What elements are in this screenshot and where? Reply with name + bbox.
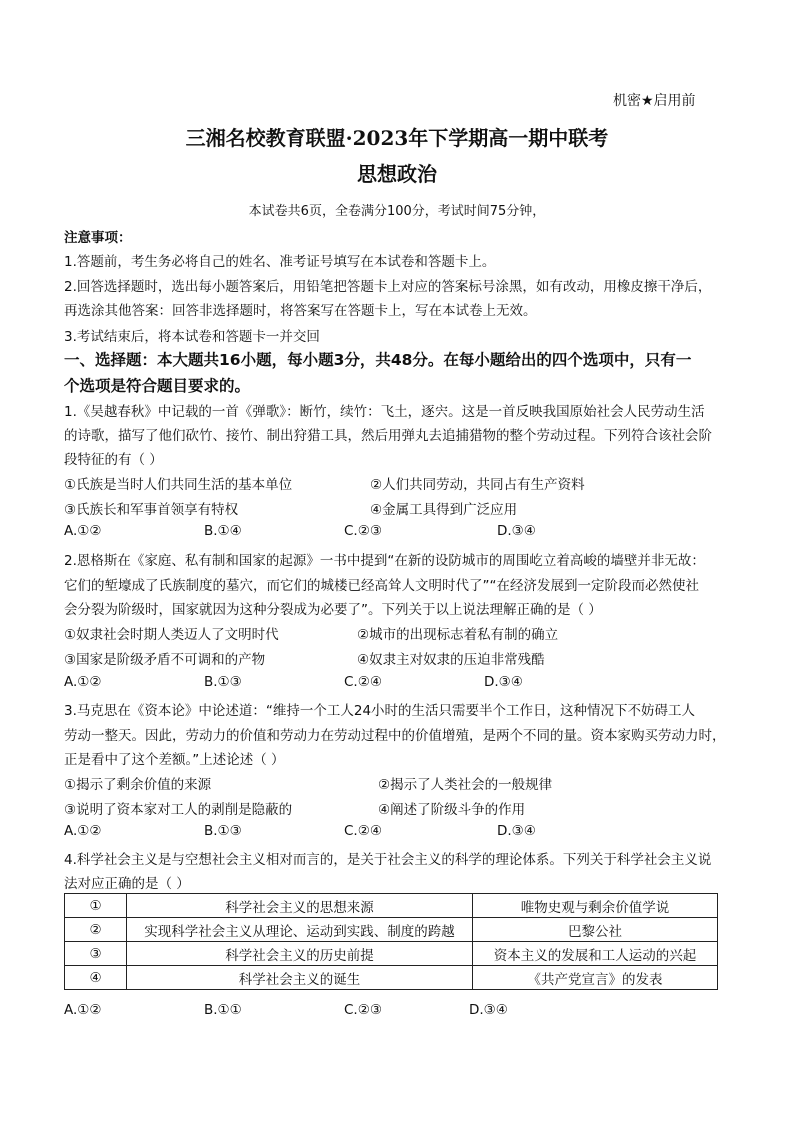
q3-stem-line-2: 劳动一整天。因此，劳动力的价值和劳动力在劳动过程中的价值增殖，是两个不同的量。资本家购买劳动力时， xyxy=(64,728,726,744)
row-number: ④ xyxy=(65,966,127,990)
q2-stem-line-3: 会分裂为阶级时，国家就因为这种分裂成为必要了”。下列关于以上说法理解正确的是（ ） xyxy=(64,602,602,618)
note-2-line-1: 2.回答选择题时，选出每小题答案后，用铅笔把答题卡上对应的答案标号涂黑，如有改动，用橡皮擦干净后， xyxy=(64,279,712,295)
confidential-label: 机密★启用前 xyxy=(613,93,696,109)
q2-stem-line-2: 它们的堑壕成了氏族制度的墓穴，而它们的城楼已经高耸人文明时代了”“在经济发展到一定阶段而必然使社 xyxy=(64,578,699,594)
row-match: 巴黎公社 xyxy=(473,918,718,942)
notes-heading: 注意事项： xyxy=(64,230,132,246)
q4-choice-a: A.①② xyxy=(64,1002,102,1018)
q2-choice-b: B.①③ xyxy=(204,674,242,690)
q3-statement-1: ①揭示了剩余价值的来源 xyxy=(64,777,212,793)
exam-title: 三湘名校教育联盟·2023年下学期高一期中联考 xyxy=(185,126,609,150)
q2-statement-1: ①奴隶社会时期人类迈人了文明时代 xyxy=(64,627,279,643)
q4-choice-b: B.①① xyxy=(204,1002,242,1018)
row-item: 实现科学社会主义从理论、运动到实践、制度的跨越 xyxy=(127,918,473,942)
q1-statement-3: ③氏族长和军事首领享有特权 xyxy=(64,502,239,518)
q3-statement-2: ②揭示了人类社会的一般规律 xyxy=(378,777,553,793)
row-match: 唯物史观与剩余价值学说 xyxy=(473,894,718,918)
row-number: ① xyxy=(65,894,127,918)
q1-choice-c: C.②③ xyxy=(344,523,382,539)
q4-stem-line-2: 法对应正确的是（ ） xyxy=(64,876,190,892)
table-row xyxy=(65,966,718,990)
q3-stem-line-3: 正是看中了这个差额。”上述论述（ ） xyxy=(64,752,285,768)
q3-choice-d: D.③④ xyxy=(497,823,536,839)
exam-info: 本试卷共6页，全卷满分100分，考试时间75分钟， xyxy=(248,204,546,219)
row-number: ② xyxy=(65,918,127,942)
q1-stem-line-2: 的诗歌，描写了他们砍竹、接竹、制出狩猎工具，然后用弹丸去追捕猎物的整个劳动过程。下列符合该社会阶 xyxy=(64,428,712,444)
q3-choice-c: C.②④ xyxy=(344,823,382,839)
q4-option-table xyxy=(64,893,718,990)
q4-choice-d: D.③④ xyxy=(469,1002,508,1018)
note-3: 3.考试结束后，将本试卷和答题卡一并交回 xyxy=(64,329,320,345)
q1-choice-b: B.①④ xyxy=(204,523,242,539)
section-heading-line-2: 个选项是符合题目要求的。 xyxy=(64,377,251,395)
table-row xyxy=(65,918,718,942)
q1-statement-1: ①氏族是当时人们共同生活的基本单位 xyxy=(64,477,293,493)
section-heading-line-1: 一、选择题：本大题共16小题，每小题3分，共48分。在每小题给出的四个选项中，只有一 xyxy=(64,351,692,369)
q1-choice-d: D.③④ xyxy=(497,523,536,539)
note-2-line-2: 再选涂其他答案：回答非选择题时，将答案写在答题卡上，写在本试卷上无效。 xyxy=(64,303,537,319)
q3-statement-3: ③说明了资本家对工人的剥削是隐蔽的 xyxy=(64,802,293,818)
q3-stem-line-1: 3.马克思在《资本论》中论述道：“维持一个工人24小时的生活只需要半个工作日，这种情况下不妨碍工人 xyxy=(64,703,696,719)
q4-choice-c: C.②③ xyxy=(344,1002,382,1018)
q2-statement-3: ③国家是阶级矛盾不可调和的产物 xyxy=(64,652,266,668)
q2-choice-a: A.①② xyxy=(64,674,102,690)
q3-choice-a: A.①② xyxy=(64,823,102,839)
q4-stem-line-1: 4.科学社会主义是与空想社会主义相对而言的，是关于社会主义的科学的理论体系。下列关于科学社会主义说 xyxy=(64,852,712,868)
subject-title: 思想政治 xyxy=(357,162,437,186)
q3-statement-4: ④阐述了阶级斗争的作用 xyxy=(378,802,526,818)
q1-stem-line-3: 段特征的有（ ） xyxy=(64,452,163,468)
table-row xyxy=(65,894,718,918)
row-item: 科学社会主义的思想来源 xyxy=(127,894,473,918)
q2-statement-2: ②城市的出现标志着私有制的确立 xyxy=(357,627,559,643)
row-item: 科学社会主义的诞生 xyxy=(127,966,473,990)
q2-stem-line-1: 2.恩格斯在《家庭、私有制和国家的起源》一书中提到“在新的设防城市的周围屹立着高峻的墙壁并非无故： xyxy=(64,553,705,569)
q1-statement-2: ②人们共同劳动，共同占有生产资料 xyxy=(370,477,585,493)
q2-choice-c: C.②④ xyxy=(344,674,382,690)
row-number: ③ xyxy=(65,942,127,966)
q3-choice-b: B.①③ xyxy=(204,823,242,839)
q1-stem-line-1: 1.《吴越春秋》中记载的一首《弹歌》：断竹，续竹：飞土，逐宍。这是一首反映我国原始社会人民劳动生活 xyxy=(64,404,705,420)
table-row xyxy=(65,942,718,966)
q1-choice-a: A.①② xyxy=(64,523,102,539)
row-match: 《共产党宣言》的发表 xyxy=(473,966,718,990)
row-match: 资本主义的发展和工人运动的兴起 xyxy=(473,942,718,966)
row-item: 科学社会主义的历史前提 xyxy=(127,942,473,966)
q2-choice-d: D.③④ xyxy=(484,674,523,690)
q2-statement-4: ④奴隶主对奴隶的压迫非常残酷 xyxy=(357,652,545,668)
note-1: 1.答题前，考生务必将自己的姓名、准考证号填写在本试卷和答题卡上。 xyxy=(64,254,496,270)
q1-statement-4: ④金属工具得到广泛应用 xyxy=(370,502,518,518)
